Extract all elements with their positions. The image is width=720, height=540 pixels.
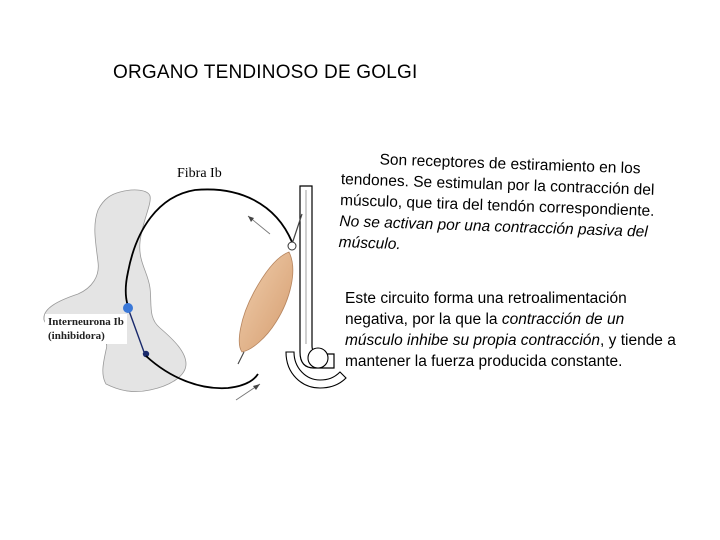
paragraph2-italic: contracción de un músculo inhibe su propia contracción [345,311,625,349]
spinal-cord-gray-matter [44,190,186,392]
paragraph2-part1: Este circuito forma una retroalimentación negativa, por la que la [345,290,627,328]
interneuron-label-line2: (inhibidora) [48,330,105,342]
golgi-tendon-organ [288,242,296,250]
bone-structure [300,186,334,368]
fibra-ib-label: Fibra Ib [177,166,222,181]
page-title: ORGANO TENDINOSO DE GOLGI [113,62,418,83]
paragraph1-plain: Son receptores de estiramiento en los tendones. Se estimulan por la contracción del músculo, que tira del tendón correspondiente. [339,151,655,220]
muscle-tendon-distal [238,352,244,364]
afferent-arrowhead [248,216,254,222]
paragraph-receptors [338,148,671,264]
paragraph-circuit [345,288,680,372]
interneuron-label [45,314,127,344]
interneuron-label-line1: Interneurona Ib [48,316,124,328]
joint-ball [308,348,328,368]
efferent-arrowhead [253,384,260,390]
muscle [239,252,293,352]
interneuron-cell [123,303,133,313]
paragraph1-italic: No se activan por una contracción pasiva del músculo. [338,212,649,254]
paragraph2-part2: , y tiende a mantener la fuerza producida constante. [345,332,676,370]
